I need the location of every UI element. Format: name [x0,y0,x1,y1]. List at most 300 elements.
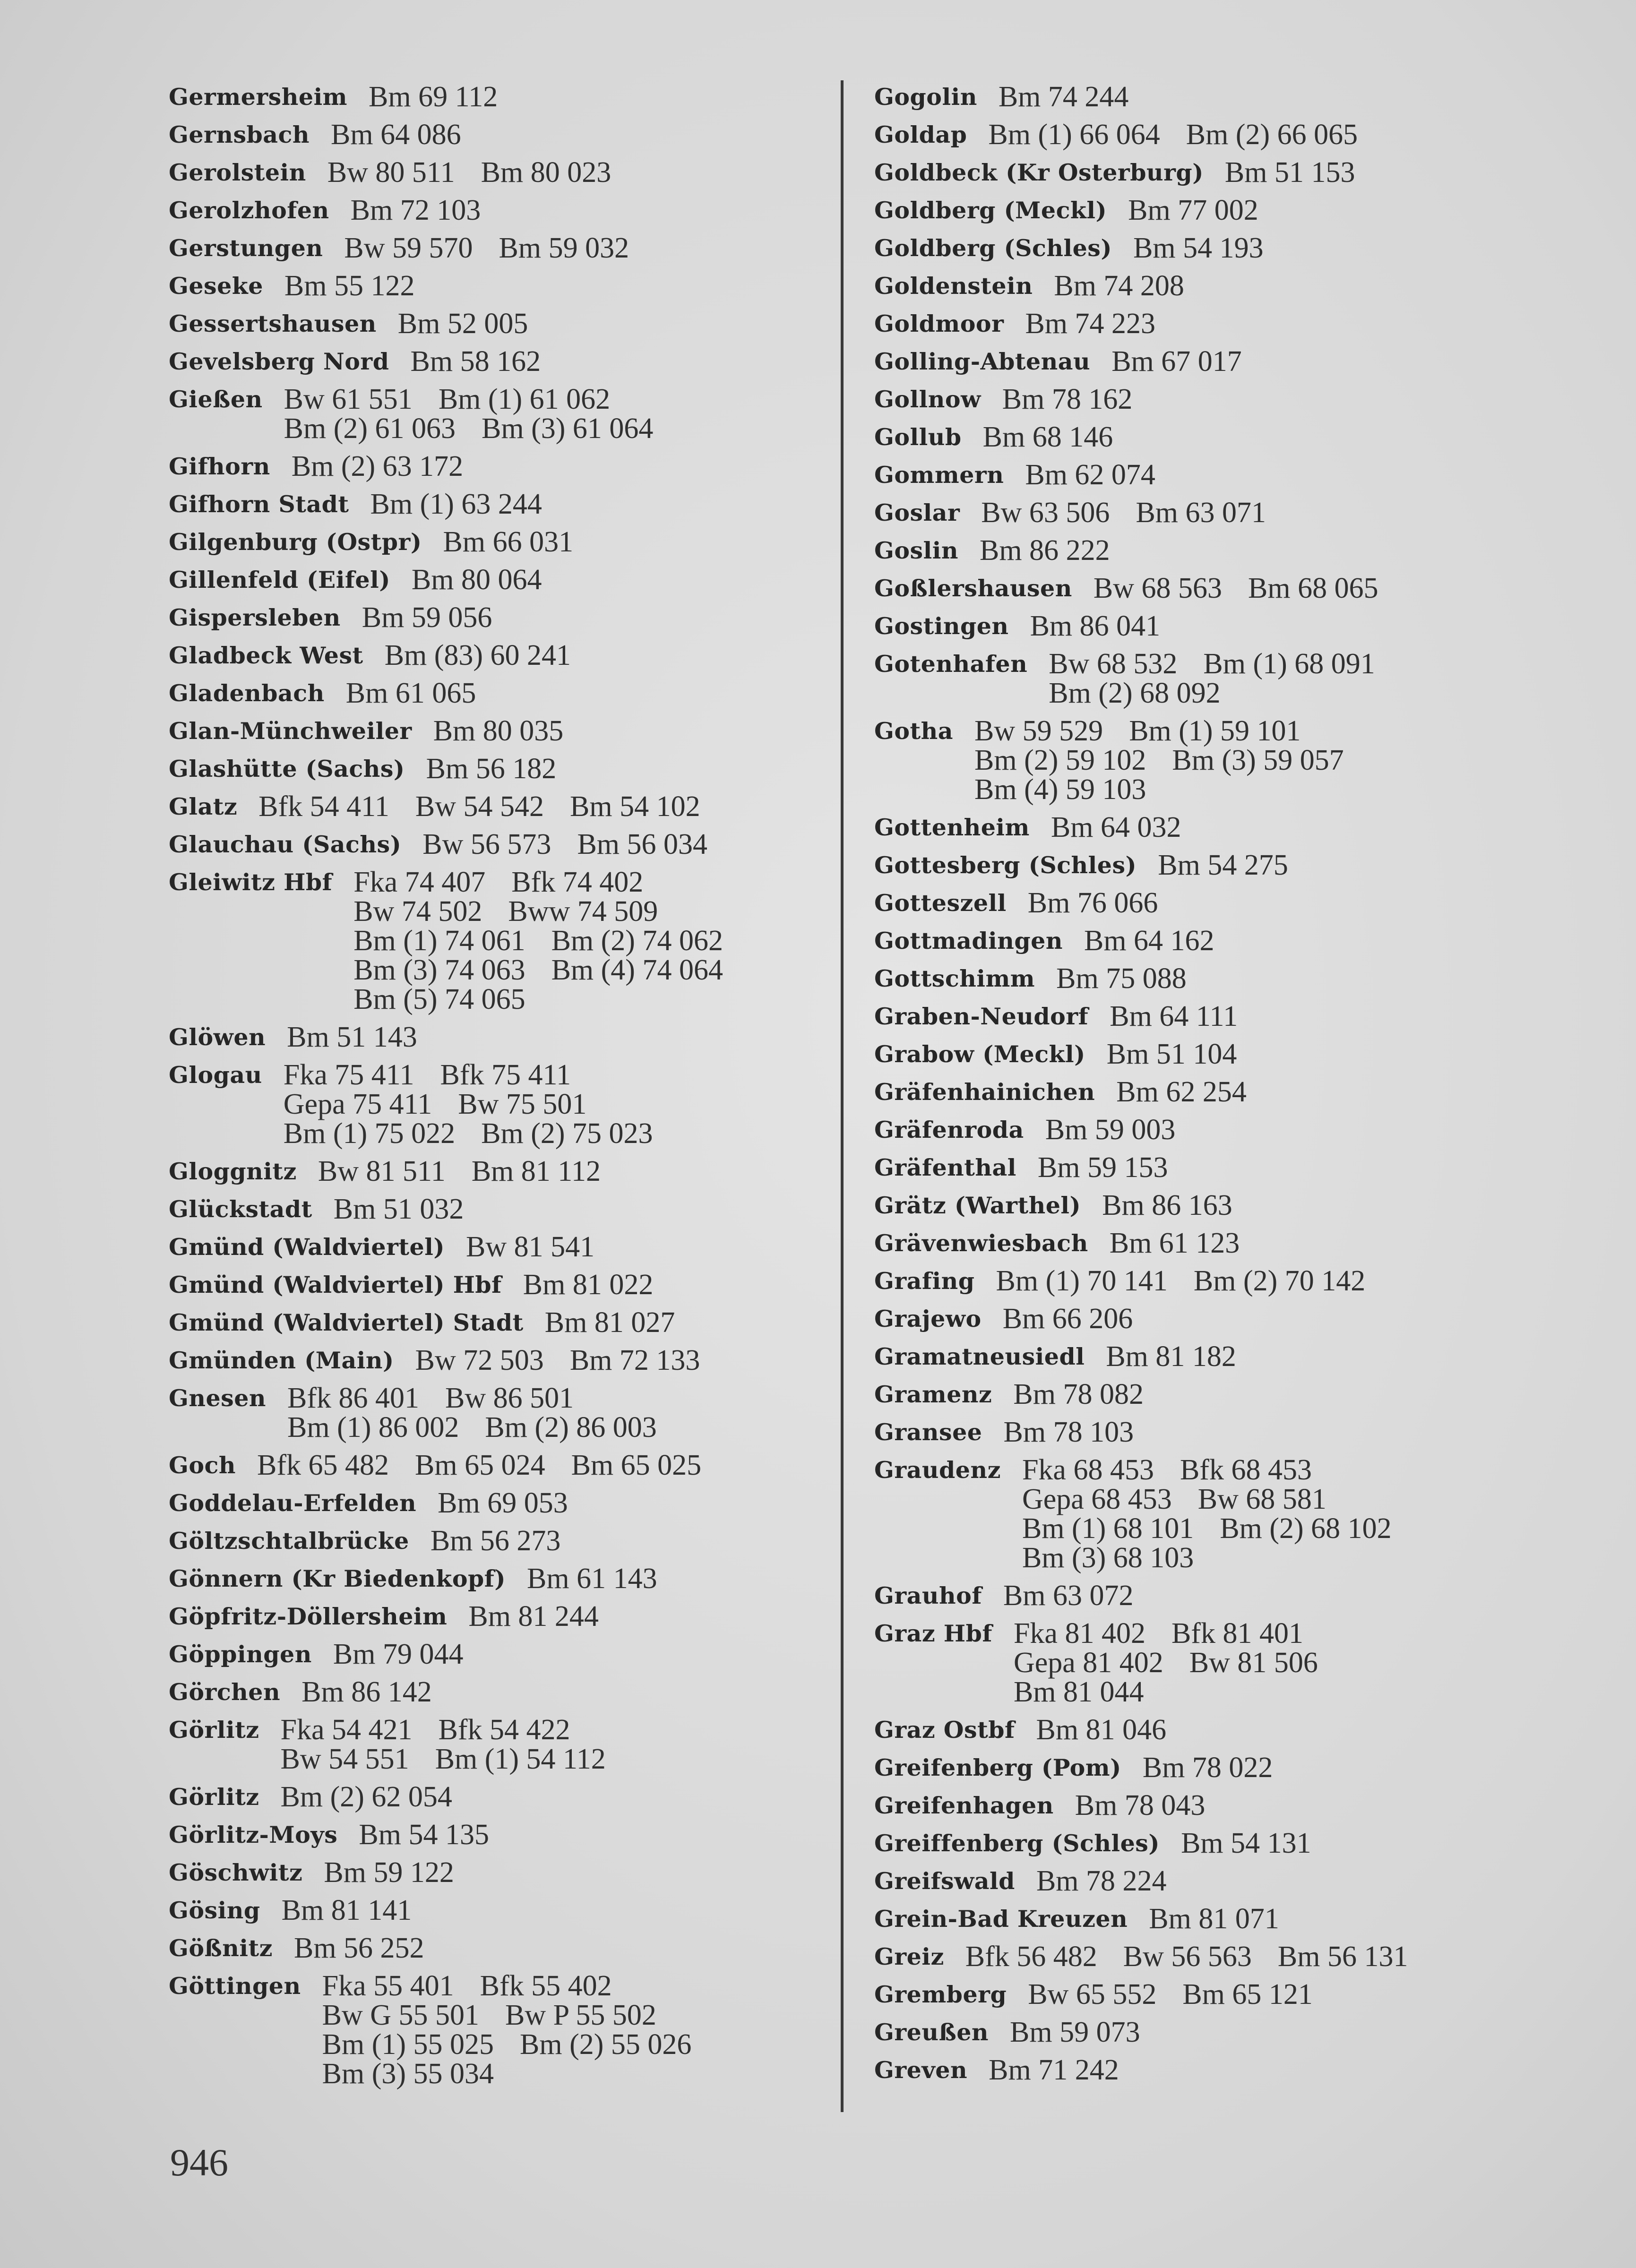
depot-code: Bm 64 086 [331,119,461,151]
depot-codes [1013,1375,1170,1413]
station-entry [874,532,1536,569]
depot-codes [1054,267,1210,305]
depot-code: Bm 74 223 [1025,308,1156,340]
station-entry [874,960,1536,997]
station-name: Golling-Abtenau [874,348,1091,375]
code-line [1111,347,1268,376]
depot-codes [1030,607,1187,645]
station-entry [169,863,830,1018]
code-line [1002,385,1159,414]
depot-code: Bm 63 072 [1003,1580,1134,1612]
code-line [980,536,1136,565]
station-entry [874,154,1536,191]
depot-codes [974,712,1370,808]
depot-codes [351,191,507,229]
depot-codes [1014,1615,1344,1711]
code-line [1045,1115,1202,1144]
depot-code: Bm (1) 86 002 [287,1411,459,1443]
depot-code: Bm 74 244 [998,81,1129,113]
station-name: Glogau [169,1061,262,1089]
depot-codes [292,447,489,485]
station-name: Gotteszell [874,889,1007,917]
depot-code: Bm 67 017 [1111,345,1242,378]
station-name: Graudenz [874,1456,1001,1484]
station-entry [169,1711,830,1778]
code-line [281,1744,632,1774]
station-name: Gremberg [874,1981,1007,2008]
depot-code: Bm (5) 74 065 [353,983,525,1015]
station-entry [169,674,830,712]
code-line [353,868,749,897]
station-entry [169,599,830,636]
left-column [169,78,830,2093]
station-entry [169,343,830,380]
code-line [284,414,680,443]
station-entry [874,1711,1536,1749]
code-line [334,1194,490,1224]
station-name: Glashütte (Sachs) [169,755,405,782]
depot-code: Bm 86 041 [1030,610,1161,642]
station-name: Göschwitz [169,1859,303,1886]
station-name: Gifhorn Stadt [169,490,349,518]
code-line [353,955,749,985]
depot-codes [1111,343,1268,380]
station-entry [169,154,830,191]
station-name: Greifswald [874,1867,1015,1895]
station-name: Gollnow [874,386,981,413]
depot-code: Bm 66 031 [443,526,574,558]
station-name: Greven [874,2056,968,2084]
depot-code: Bm (2) 55 026 [519,2028,692,2061]
station-name: Goldmoor [874,310,1004,337]
code-line [974,716,1370,746]
code-line [294,1933,450,1963]
station-name: Gerolzhofen [169,197,329,224]
depot-code: Bm 81 182 [1106,1340,1236,1373]
depot-code: Bm 51 032 [333,1193,464,1225]
code-line [369,82,524,112]
depot-codes [983,418,1139,456]
station-entry [169,191,830,229]
station-name: Goldbeck (Kr Osterburg) [874,159,1204,186]
code-line [353,897,749,926]
depot-code: Bm 77 002 [1128,194,1258,226]
depot-code: Bm 61 065 [345,677,476,709]
depot-code: Bm (2) 68 102 [1220,1512,1392,1545]
station-name: Gerstungen [169,234,323,262]
depot-code: Bw G 55 501 [322,1999,480,2031]
station-name: Grabow (Meckl) [874,1040,1085,1068]
depot-code: Bm 78 082 [1013,1378,1144,1410]
code-line [422,830,733,859]
station-entry [874,607,1536,645]
depot-code: Bm 80 064 [411,564,542,596]
code-line [1158,850,1314,880]
code-line [1094,574,1404,603]
station-entry [169,1598,830,1635]
code-line [1116,1077,1273,1107]
station-name: Gessertshausen [169,310,377,337]
station-entry [874,1900,1536,1938]
station-entry [874,1186,1536,1224]
depot-code: Bw 75 501 [458,1088,587,1120]
station-name: Goldberg (Schles) [874,234,1112,262]
depot-codes [527,1560,683,1598]
station-name: Gmünden (Main) [169,1347,394,1374]
depot-code: Bm 54 135 [359,1819,489,1851]
station-name: Goslin [874,537,958,564]
station-entry [169,1891,830,1929]
depot-code: Bw 59 529 [974,715,1103,747]
station-name: Grafing [874,1267,975,1295]
depot-codes [287,1379,683,1446]
code-line [281,1782,478,1812]
station-entry [874,2051,1536,2089]
depot-code: Bm 86 222 [979,534,1110,567]
station-name: Gramenz [874,1381,992,1408]
station-entry [169,1152,830,1190]
code-line [1181,1829,1337,1858]
depot-code: Bm 81 112 [471,1155,601,1187]
depot-codes [359,1816,515,1854]
station-entry [874,1149,1536,1186]
depot-code: Bm (1) 61 062 [438,383,611,415]
depot-codes [999,78,1155,116]
station-name: Göttingen [169,1972,301,2000]
depot-code: Bm (2) 68 092 [1049,677,1221,709]
code-line [1225,158,1381,187]
depot-code: Bm 81 022 [523,1269,654,1301]
depot-code: Bm 61 143 [527,1563,657,1595]
depot-codes [466,1228,620,1266]
depot-codes [1038,1149,1194,1186]
code-line [1010,2018,1166,2047]
depot-codes [1022,1451,1418,1577]
depot-codes [1106,1338,1262,1375]
depot-code: Bm 66 206 [1002,1303,1133,1335]
station-name: Gladenbach [169,679,325,707]
station-name: Görlitz [169,1716,259,1744]
code-line [284,1090,679,1119]
station-entry [169,1854,830,1891]
station-name: Gmünd (Waldviertel) Stadt [169,1309,524,1336]
depot-code: Bm 62 074 [1025,459,1155,491]
depot-code: Bm 72 103 [350,194,481,226]
depot-code: Bw 81 541 [466,1231,595,1263]
column-divider [841,80,844,2112]
depot-codes [1025,456,1181,494]
page-number: 946 [170,2141,228,2184]
code-line [353,985,749,1014]
code-line [258,792,726,821]
depot-codes [415,1341,726,1379]
station-entry [169,1484,830,1522]
station-name: Greifenberg (Pom) [874,1754,1121,1781]
station-name: Grauhof [874,1582,982,1609]
depot-codes [1003,1577,1160,1615]
station-name: Goldap [874,121,967,148]
depot-code: Bw 74 502 [353,895,482,928]
station-name: Gießen [169,386,263,413]
depot-code: Bww 74 509 [508,895,658,928]
station-name: Graz Ostbf [874,1716,1015,1744]
station-name: Gönnern (Kr Biedenkopf) [169,1565,506,1592]
depot-code: Bfk 68 453 [1180,1454,1312,1486]
depot-code: Bm 78 224 [1036,1865,1167,1897]
depot-code: Bw 54 542 [415,790,544,823]
depot-code: Bm 78 022 [1142,1752,1273,1784]
station-name: Göpfritz-Döllersheim [169,1603,448,1630]
station-name: Göltzschtalbrücke [169,1527,409,1555]
depot-codes [334,1190,490,1228]
station-name: Graz Hbf [874,1620,992,1647]
depot-codes [331,116,487,154]
depot-code: Bm 61 123 [1109,1227,1240,1259]
station-entry [874,343,1536,380]
station-entry [169,1446,830,1484]
station-name: Görchen [169,1678,281,1706]
station-entry [169,1929,830,1967]
depot-codes [412,561,568,599]
station-name: Glan-Münchweiler [169,717,412,745]
station-name: Graben-Neudorf [874,1003,1089,1030]
depot-code: Bm 54 275 [1158,849,1288,881]
depot-codes [433,712,590,750]
depot-codes [1010,2013,1166,2051]
depot-codes [1102,1186,1258,1224]
station-entry [874,1413,1536,1451]
station-entry [169,1522,830,1560]
station-entry [169,1379,830,1446]
code-line [965,1942,1434,1971]
depot-code: Bm 56 182 [426,753,557,785]
depot-codes [281,1778,478,1816]
station-entry [874,1035,1536,1073]
station-name: Geseke [169,272,263,300]
depot-code: Bm 59 073 [1010,2016,1140,2048]
code-line [327,158,637,187]
depot-code: Bm 63 071 [1136,497,1266,529]
depot-code: Bm 65 121 [1182,1978,1313,2010]
depot-code: Bm 68 146 [982,421,1113,453]
depot-code: Fka 68 453 [1022,1454,1154,1486]
depot-codes [1107,1035,1263,1073]
depot-codes [1128,191,1284,229]
station-entry [874,1577,1536,1615]
code-line [284,1119,679,1148]
code-line [1143,1753,1299,1782]
depot-codes [422,825,733,863]
depot-codes [1133,229,1290,267]
code-line [318,1157,627,1186]
depot-codes [1094,569,1404,607]
depot-codes [257,1446,727,1484]
depot-code: Bm 65 025 [571,1449,702,1481]
code-line [981,498,1292,527]
depot-code: Bm 58 162 [410,345,541,378]
code-line [1022,1514,1418,1543]
depot-codes [411,343,567,380]
depot-code: Bm 69 112 [369,81,498,113]
code-line [331,120,487,149]
station-entry [169,1673,830,1711]
depot-code: Bm (2) 74 062 [551,925,723,957]
station-entry [169,1816,830,1854]
code-line [1022,1485,1418,1514]
station-name: Gottenheim [874,814,1030,841]
code-line [523,1270,680,1299]
code-line [362,603,518,632]
code-line [1084,926,1240,955]
code-line [1014,1648,1344,1677]
depot-codes [282,1891,438,1929]
station-entry [169,750,830,788]
code-line [1102,1191,1258,1220]
depot-codes [1075,1787,1231,1824]
station-entry [874,884,1536,922]
depot-code: Bfk 54 422 [438,1714,570,1746]
code-line [431,1526,587,1555]
code-line [433,716,590,746]
station-entry [169,1018,830,1056]
station-name: Glauchau (Sachs) [169,831,402,858]
depot-code: Bw 56 563 [1123,1941,1252,1973]
station-name: Göppingen [169,1641,312,1668]
code-line [996,1266,1392,1296]
depot-code: Bm 51 153 [1224,156,1355,189]
depot-code: Bm 56 131 [1277,1941,1408,1973]
depot-code: Bw 81 511 [318,1155,446,1187]
code-line [322,1971,718,2001]
depot-code: Bw 68 563 [1093,572,1222,604]
station-entry [169,229,830,267]
code-line [426,754,583,783]
code-line [292,452,489,481]
station-name: Greußen [874,2019,989,2046]
depot-code: Bm (1) 75 022 [283,1117,456,1150]
depot-code: Fka 54 421 [280,1714,413,1746]
station-entry [169,1778,830,1816]
depot-code: Gepa 68 453 [1022,1483,1172,1515]
code-line [1025,309,1181,338]
depot-code: Bm 79 044 [333,1638,464,1670]
depot-codes [353,863,749,1018]
depot-code: Bfk 86 401 [287,1382,420,1414]
station-entry [169,1056,830,1152]
depot-code: Bm (2) 86 003 [485,1411,657,1443]
right-column [874,78,1536,2089]
station-name: Gottmadingen [874,927,1063,954]
code-line [1056,964,1213,993]
code-line [287,1383,683,1413]
depot-code: Bw 80 511 [327,156,455,189]
depot-codes [333,1635,490,1673]
depot-codes [1049,645,1401,712]
depot-codes [545,1304,701,1341]
station-name: Gladbeck West [169,642,363,669]
depot-code: Bm (1) 74 061 [353,925,525,957]
code-line [322,2059,718,2088]
depot-code: Bm (1) 54 112 [435,1743,606,1775]
station-entry [874,1615,1536,1711]
depot-codes [281,1711,632,1778]
code-line [346,679,502,708]
depot-code: Bm 74 208 [1054,270,1184,302]
depot-code: Bm (2) 63 172 [291,450,464,482]
depot-codes [443,523,600,561]
depot-codes [344,229,655,267]
station-name: Gleiwitz Hbf [169,868,333,896]
code-line [281,1715,632,1744]
code-line [412,565,568,594]
depot-code: Bw 86 501 [445,1382,574,1414]
station-name: Greiffenberg (Schles) [874,1830,1160,1857]
station-entry [874,78,1536,116]
code-line [301,1677,458,1707]
depot-code: Bm 72 133 [569,1344,700,1376]
depot-code: Bm 78 103 [1003,1416,1134,1448]
depot-codes [346,674,502,712]
depot-codes [1003,1413,1160,1451]
depot-code: Bm (1) 59 101 [1129,715,1301,747]
station-entry [169,561,830,599]
station-name: Greifenhagen [874,1792,1054,1819]
code-line [1049,649,1401,679]
code-line [322,2001,718,2030]
station-entry [169,447,830,485]
depot-codes [327,154,637,191]
code-line [284,385,680,414]
station-name: Gogolin [874,83,977,111]
station-entry [874,1300,1536,1338]
station-name: Gloggnitz [169,1158,297,1185]
station-name: Germersheim [169,83,348,111]
depot-code: Bm 59 032 [499,232,629,264]
depot-code: Bm (4) 59 103 [974,773,1146,806]
depot-code: Gepa 75 411 [283,1088,432,1120]
station-entry [169,1967,830,2093]
station-entry [874,267,1536,305]
depot-code: Bm 55 122 [284,270,415,302]
code-line [287,1022,443,1052]
depot-code: Gepa 81 402 [1013,1647,1163,1679]
station-entry [169,1228,830,1266]
station-entry [874,997,1536,1035]
depot-code: Bm 69 053 [438,1487,568,1519]
station-entry [169,825,830,863]
code-line [468,1602,625,1631]
station-entry [169,1190,830,1228]
code-line [1133,233,1290,263]
depot-codes [1025,305,1181,343]
depot-code: Bm 54 131 [1181,1827,1311,1859]
station-name: Gifhorn [169,453,270,480]
depot-code: Bfk 55 402 [480,1970,612,2002]
code-line [287,1413,683,1442]
station-entry [874,1338,1536,1375]
depot-codes [1084,922,1240,960]
code-line [353,926,749,955]
station-name: Glöwen [169,1023,266,1051]
depot-codes [1028,884,1184,922]
depot-codes [1110,997,1264,1035]
code-line [466,1232,620,1262]
depot-codes [988,116,1384,154]
depot-code: Bm 64 111 [1110,1000,1238,1032]
depot-code: Bw 65 552 [1028,1978,1157,2010]
depot-codes [1051,808,1207,846]
station-entry [169,636,830,674]
